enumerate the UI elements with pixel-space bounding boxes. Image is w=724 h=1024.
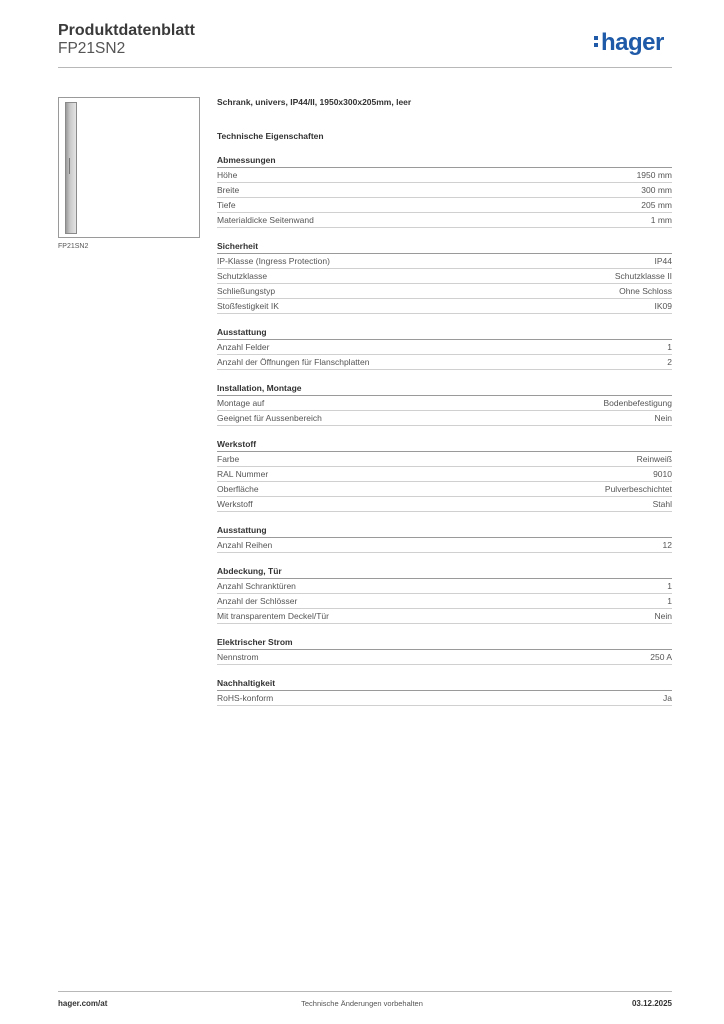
spec-section [217,678,672,706]
spec-section [217,383,672,426]
spec-value: Stahl [652,499,672,509]
spec-label: Anzahl Reihen [217,540,273,550]
spec-label: Mit transparentem Deckel/Tür [217,611,329,621]
spec-value: 1 mm [650,215,672,225]
spec-row [217,538,672,553]
spec-section [217,566,672,624]
spec-row [217,594,672,609]
section-title: Ausstattung [217,327,672,340]
logo-dots-icon [594,36,599,47]
spec-row [217,579,672,594]
image-caption: FP21SN2 [58,243,89,250]
spec-row [217,340,672,355]
spec-label: Schutzklasse [217,271,268,281]
spec-label: Werkstoff [217,499,253,509]
section-title: Elektrischer Strom [217,637,672,650]
hager-logo [594,29,664,57]
spec-row [217,396,672,411]
spec-label: Anzahl der Öffnungen für Flanschplatten [217,357,370,367]
spec-label: Nennstrom [217,652,259,662]
spec-row [217,299,672,314]
spec-label: Geeignet für Aussenbereich [217,413,322,423]
product-description: Schrank, univers, IP44/II, 1950x300x205mm, leer [217,97,412,107]
section-title: Abdeckung, Tür [217,566,672,579]
spec-label: Montage auf [217,398,265,408]
spec-row [217,609,672,624]
product-image [58,97,200,238]
spec-label: Höhe [217,170,238,180]
spec-value: Schutzklasse II [614,271,672,281]
spec-label: Tiefe [217,200,236,210]
section-title: Installation, Montage [217,383,672,396]
spec-value: 1 [667,342,672,352]
header-divider [58,67,672,68]
spec-label: Anzahl der Schlösser [217,596,298,606]
cabinet-handle [69,158,70,174]
spec-value: 1 [667,596,672,606]
spec-label: RoHS-konform [217,693,274,703]
spec-value: 1950 mm [636,170,672,180]
spec-section [217,637,672,665]
spec-label: Materialdicke Seitenwand [217,215,314,225]
footer-note: Technische Änderungen vorbehalten [301,999,423,1008]
spec-value: 205 mm [641,200,672,210]
spec-value: Nein [654,611,672,621]
spec-row [217,254,672,269]
spec-label: Anzahl Felder [217,342,270,352]
spec-value: 300 mm [641,185,672,195]
section-title: Werkstoff [217,439,672,452]
footer-date: 03.12.2025 [631,999,672,1008]
spec-value: IK09 [654,301,672,311]
spec-value: Reinweiß [636,454,672,464]
spec-value: 2 [667,357,672,367]
spec-row [217,497,672,512]
spec-value: Bodenbefestigung [603,398,672,408]
spec-label: Oberfläche [217,484,259,494]
section-title: Abmessungen [217,155,672,168]
spec-label: Breite [217,185,240,195]
cabinet-illustration [65,102,77,234]
spec-row [217,284,672,299]
spec-value: 1 [667,581,672,591]
spec-value: 250 A [650,652,672,662]
spec-label: RAL Nummer [217,469,269,479]
spec-row [217,269,672,284]
spec-row [217,168,672,183]
spec-section [217,525,672,553]
spec-row [217,183,672,198]
spec-row [217,411,672,426]
spec-value: IP44 [654,256,672,266]
logo-text: hager [601,29,664,56]
spec-value: Ohne Schloss [619,286,672,296]
spec-row [217,482,672,497]
spec-label: IP-Klasse (Ingress Protection) [217,256,330,266]
spec-label: Stoßfestigkeit IK [217,301,279,311]
spec-row [217,691,672,706]
spec-content [217,96,672,706]
spec-label: Anzahl Schranktüren [217,581,296,591]
spec-sections [217,155,672,706]
spec-value: Pulverbeschichtet [604,484,672,494]
spec-section [217,327,672,370]
section-title: Sicherheit [217,241,672,254]
section-title: Ausstattung [217,525,672,538]
spec-value: Ja [663,693,672,703]
spec-section [217,241,672,314]
spec-value: 9010 [653,469,672,479]
spec-label: Schließungstyp [217,286,276,296]
spec-row [217,650,672,665]
page-title: Produktdatenblatt [58,22,195,39]
footer-website[interactable]: hager.com/at [58,999,108,1008]
spec-row [217,452,672,467]
spec-row [217,467,672,482]
spec-label: Farbe [217,454,240,464]
product-code: FP21SN2 [58,40,126,57]
spec-row [217,213,672,228]
spec-row [217,198,672,213]
spec-value: Nein [654,413,672,423]
spec-section [217,439,672,512]
tech-heading: Technische Eigenschaften [217,131,324,141]
section-title: Nachhaltigkeit [217,678,672,691]
spec-row [217,355,672,370]
footer-divider [58,991,672,992]
spec-section [217,155,672,228]
spec-value: 12 [662,540,672,550]
